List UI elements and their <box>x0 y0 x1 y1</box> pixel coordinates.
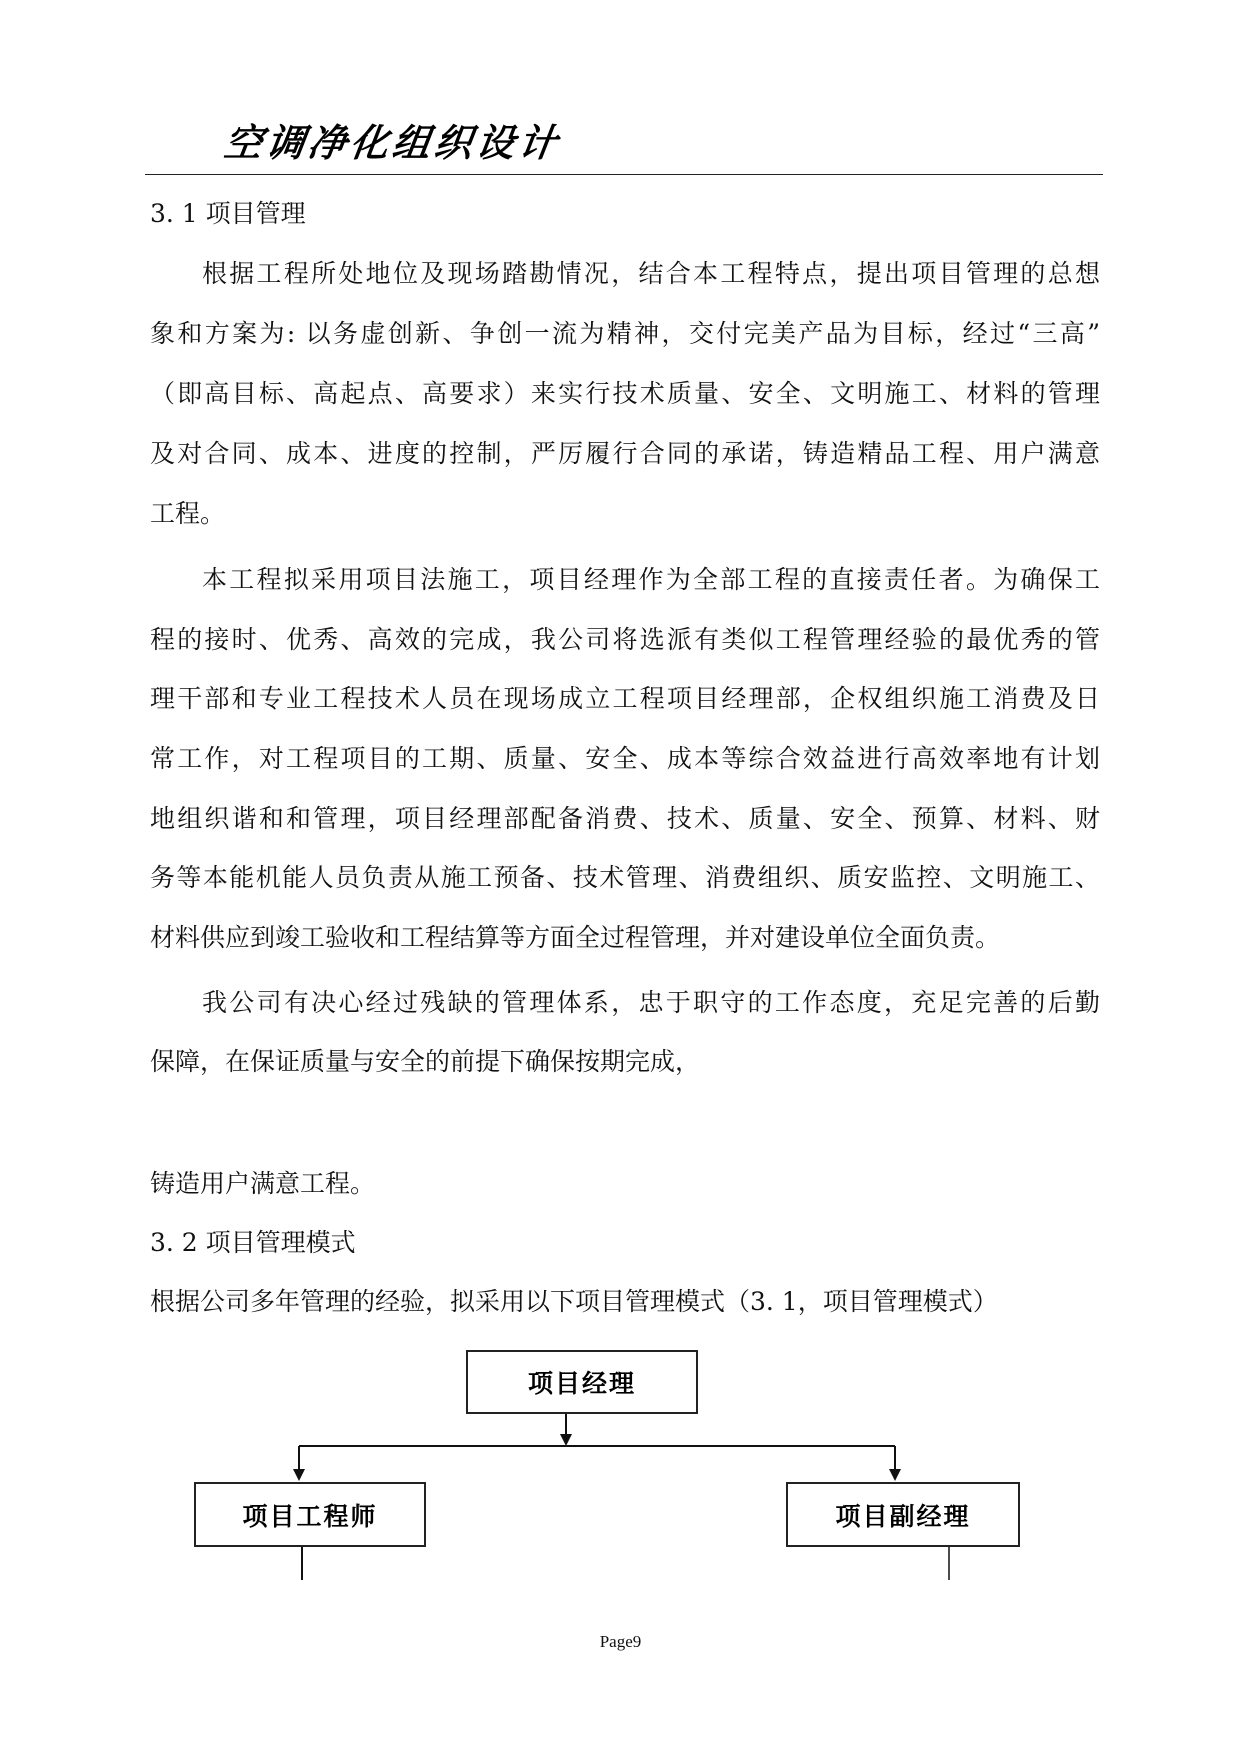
org-box-deputy-manager: 项目副经理 <box>786 1482 1020 1547</box>
arrowhead-top <box>560 1434 572 1446</box>
para1-line-2: 象和方案为: 以务虚创新、争创一流为精神，交付完美产品为目标，经过“三高” <box>150 319 1100 348</box>
para1-line-5: 工程。 <box>150 499 226 528</box>
para2-line-2: 程的接时、优秀、高效的完成，我公司将选派有类似工程管理经验的最优秀的管 <box>150 625 1100 654</box>
section-3-2-heading: 3. 2 项目管理模式 <box>150 1228 356 1257</box>
arrowhead-right <box>889 1469 901 1481</box>
para2-line-7: 材料供应到竣工验收和工程结算等方面全过程管理，并对建设单位全面负责。 <box>150 923 1001 952</box>
para2-line-4: 常工作，对工程项目的工期、质量、安全、成本等综合效益进行高效率地有计划 <box>150 744 1100 773</box>
para2-line-3: 理干部和专业工程技术人员在现场成立工程项目经理部，企权组织施工消费及日 <box>150 684 1100 713</box>
org-box-project-engineer: 项目工程师 <box>194 1482 426 1547</box>
document-header-title: 空调净化组织设计 <box>221 121 564 165</box>
page-number: Page9 <box>599 1632 642 1651</box>
org-box-project-manager: 项目经理 <box>466 1350 698 1414</box>
para1-line-4: 及对合同、成本、进度的控制，严厉履行合同的承诺，铸造精品工程、用户满意 <box>150 439 1100 468</box>
para2-line-5: 地组织谐和和管理，项目经理部配备消费、技术、质量、安全、预算、材料、财 <box>150 804 1100 833</box>
para2-line-6: 务等本能机能人员负责从施工预备、技术管理、消费组织、质安监控、文明施工、 <box>150 863 1100 892</box>
para1-line-3: （即高目标、高起点、高要求）来实行技术质量、安全、文明施工、材料的管理 <box>150 379 1100 408</box>
para1-line-1: 根据工程所处地位及现场踏勘情况，结合本工程特点，提出项目管理的总想 <box>202 259 1100 288</box>
para3-continuation: 铸造用户满意工程。 <box>150 1169 376 1198</box>
para3-line-2: 保障，在保证质量与安全的前提下确保按期完成， <box>150 1047 701 1076</box>
section-3-2-intro: 根据公司多年管理的经验，拟采用以下项目管理模式（3. 1，项目管理模式） <box>150 1287 998 1316</box>
para2-line-1: 本工程拟采用项目法施工，项目经理作为全部工程的直接责任者。为确保工 <box>202 565 1100 594</box>
section-3-1-heading: 3. 1 项目管理 <box>150 199 306 228</box>
para3-line-1: 我公司有决心经过残缺的管理体系，忠于职守的工作态度，充足完善的后勤 <box>202 988 1100 1017</box>
arrowhead-left <box>293 1469 305 1481</box>
